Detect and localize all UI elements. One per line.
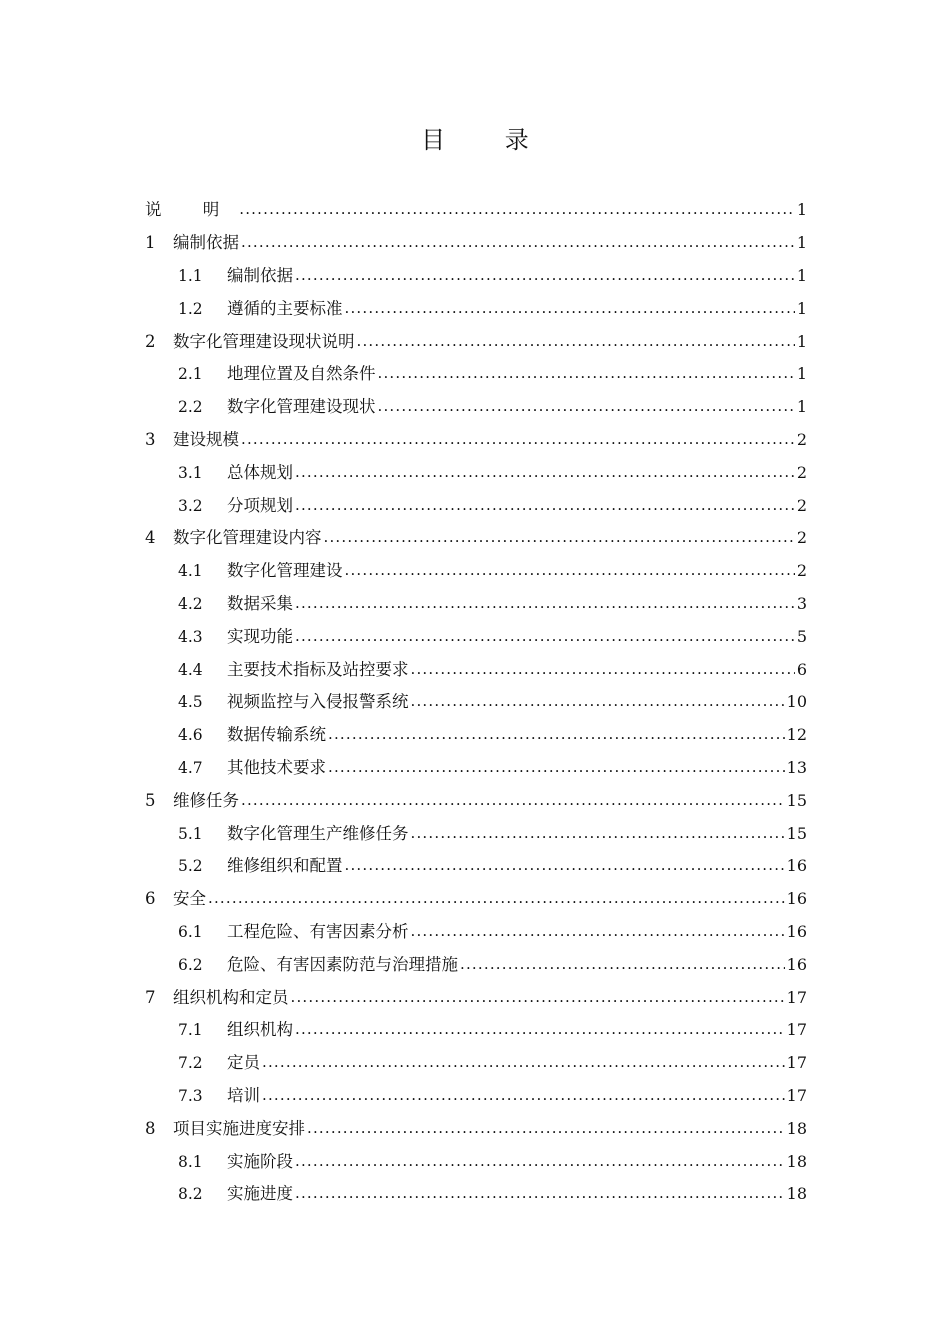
dot-leader [295,495,795,515]
toc-entry-number: 6.1 [178,922,203,941]
toc-entry-label: 项目实施进度安排 [173,1118,305,1138]
dot-leader [241,232,795,252]
toc-entry-page-number: 16 [786,954,807,974]
dot-leader [295,265,795,285]
toc-entry-number: 1 [145,233,156,253]
toc-entry-label: 其他技术要求 [227,757,326,777]
toc-entry-label: 定员 [227,1053,260,1073]
toc-entry[interactable] [145,489,807,522]
toc-entry-number: 6 [145,889,156,909]
toc-entry-label: 实施进度 [227,1184,293,1204]
dot-leader [295,1019,785,1039]
dot-leader [307,1118,785,1138]
toc-entry[interactable] [145,325,807,358]
toc-entry[interactable] [145,1014,807,1047]
toc-entry[interactable] [145,1178,807,1211]
dot-leader [295,626,795,646]
dot-leader [295,1183,785,1203]
toc-entry[interactable] [145,391,807,424]
toc-entry-number: 6.2 [178,955,203,974]
dot-leader [411,691,785,711]
toc-entry[interactable] [145,260,807,293]
toc-entry-page-number: 15 [786,823,807,843]
dot-leader [460,954,785,974]
toc-entry-number: 2.1 [178,365,203,384]
dot-leader [411,659,795,679]
dot-leader [357,331,795,351]
toc-entry-page-number: 3 [796,593,807,613]
table-of-contents [145,194,807,1211]
toc-entry-number: 1.2 [178,299,203,318]
toc-entry-label: 危险、有害因素防范与治理措施 [227,954,458,974]
toc-entry-number: 8.1 [178,1152,203,1171]
toc-entry[interactable] [145,719,807,752]
toc-entry-number: 2 [145,331,156,351]
dot-leader [295,462,795,482]
toc-entry-label: 数据采集 [227,593,293,613]
toc-entry-page-number: 10 [786,692,807,712]
toc-entry-page-number: 17 [786,1053,807,1073]
toc-entry-label: 数字化管理建设内容 [173,528,322,548]
toc-entry[interactable] [145,653,807,686]
toc-entry-page-number: 2 [796,462,807,482]
dot-leader [241,429,795,449]
toc-entry[interactable] [145,883,807,916]
toc-entry-number: 5.1 [178,824,203,843]
toc-entry-number: 8 [145,1118,156,1138]
toc-entry-page-number: 13 [786,757,807,777]
toc-entry[interactable] [145,1047,807,1080]
dot-leader [328,757,785,777]
toc-entry-label: 总体规划 [227,462,293,482]
toc-entry-label: 实现功能 [227,626,293,646]
toc-entry-number: 4.5 [178,693,203,712]
toc-entry-page-number: 16 [786,856,807,876]
toc-entry-page-number: 16 [786,921,807,941]
toc-entry[interactable] [145,358,807,391]
toc-entry[interactable] [145,620,807,653]
toc-entry-label: 数字化管理建设 [227,561,343,581]
toc-entry[interactable] [145,1112,807,1145]
dot-leader [241,790,785,810]
toc-entry-page-number: 18 [786,1184,807,1204]
toc-entry-label: 工程危险、有害因素分析 [227,921,409,941]
toc-entry-number: 3.2 [178,496,203,515]
dot-leader [411,921,785,941]
toc-entry-number: 4 [145,528,156,548]
toc-entry-page-number: 5 [796,626,807,646]
toc-entry-number: 7.2 [178,1054,203,1073]
toc-entry-number: 4.2 [178,594,203,613]
toc-entry-label: 编制依据 [173,233,239,253]
toc-entry-page-number: 1 [796,397,807,417]
dot-leader [345,298,795,318]
toc-entry-number: 5.2 [178,857,203,876]
toc-entry-page-number: 16 [786,889,807,909]
toc-entry[interactable] [145,916,807,949]
dot-leader [324,527,795,547]
toc-entry[interactable] [145,555,807,588]
page-title: 目 录 [421,126,555,154]
toc-entry-page-number: 6 [796,659,807,679]
dot-leader [262,1085,785,1105]
toc-entry-number: 1.1 [178,266,203,285]
toc-entry-page-number: 1 [796,298,807,318]
dot-leader [378,396,795,416]
dot-leader [291,987,785,1007]
dot-leader [328,724,785,744]
toc-entry[interactable] [145,424,807,457]
dot-leader [262,1052,785,1072]
toc-entry-page-number: 17 [786,1020,807,1040]
toc-entry[interactable] [145,981,807,1014]
toc-entry-page-number: 18 [786,1118,807,1138]
toc-entry[interactable] [145,1145,807,1178]
toc-entry-label: 遵循的主要标准 [227,298,343,318]
toc-entry-label: 实施阶段 [227,1151,293,1171]
toc-entry-page-number: 12 [786,725,807,745]
toc-entry[interactable] [145,784,807,817]
dot-leader [345,560,795,580]
toc-entry-number: 4.4 [178,660,203,679]
toc-entry[interactable] [145,522,807,555]
dot-leader [345,855,785,875]
toc-entry-page-number: 18 [786,1151,807,1171]
dot-leader [378,363,795,383]
toc-entry-page-number: 17 [786,1085,807,1105]
toc-entry-number: 3.1 [178,463,203,482]
toc-entry-label: 培训 [227,1085,260,1105]
dot-leader [411,823,785,843]
toc-entry-page-number: 1 [796,200,807,220]
toc-entry-number: 8.2 [178,1185,203,1204]
toc-entry[interactable] [145,227,807,260]
toc-entry-number: 7.1 [178,1021,203,1040]
toc-entry-number: 7.3 [178,1086,203,1105]
toc-entry[interactable] [145,686,807,719]
toc-entry-label: 组织机构和定员 [173,987,289,1007]
toc-entry-label: 维修组织和配置 [227,856,343,876]
toc-entry-number: 3 [145,429,156,449]
toc-entry-label: 地理位置及自然条件 [227,364,376,384]
toc-entry[interactable] [145,817,807,850]
toc-entry-number: 4.6 [178,726,203,745]
toc-entry-label: 数字化管理建设现状 [227,397,376,417]
toc-entry-page-number: 2 [796,528,807,548]
toc-entry-label: 数字化管理建设现状说明 [173,331,355,351]
toc-entry-label: 视频监控与入侵报警系统 [227,692,409,712]
toc-entry-label: 主要技术指标及站控要求 [227,659,409,679]
toc-entry-page-number: 1 [796,233,807,253]
toc-entry[interactable] [145,456,807,489]
dot-leader [295,1151,785,1171]
toc-entry-page-number: 1 [796,331,807,351]
toc-entry-number: 4.7 [178,758,203,777]
toc-entry[interactable] [145,752,807,785]
toc-entry-page-number: 2 [796,495,807,515]
toc-entry-label: 建设规模 [173,429,239,449]
toc-entry[interactable] [145,1080,807,1113]
dot-leader [239,199,795,219]
toc-entry-page-number: 15 [786,790,807,810]
toc-entry-number: 4.3 [178,627,203,646]
toc-entry-label: 分项规划 [227,495,293,515]
toc-entry-label: 维修任务 [173,790,239,810]
toc-entry-number: 5 [145,790,156,810]
dot-leader [295,593,795,613]
toc-entry-label: 数据传输系统 [227,725,326,745]
toc-entry-label: 编制依据 [227,265,293,285]
toc-entry-label: 说 明 [145,200,238,220]
toc-entry-page-number: 2 [796,429,807,449]
toc-entry[interactable] [145,948,807,981]
toc-entry-label: 数字化管理生产维修任务 [227,823,409,843]
toc-entry-label: 安全 [173,889,206,909]
toc-entry[interactable] [145,850,807,883]
toc-entry[interactable] [145,292,807,325]
toc-entry-label: 组织机构 [227,1020,293,1040]
toc-entry-page-number: 1 [796,265,807,285]
toc-entry-number: 7 [145,987,156,1007]
toc-entry-number: 2.2 [178,398,203,417]
toc-entry[interactable] [145,194,807,227]
toc-entry-page-number: 2 [796,561,807,581]
toc-entry[interactable] [145,588,807,621]
dot-leader [208,888,785,908]
toc-entry-page-number: 1 [796,364,807,384]
toc-entry-number: 4.1 [178,562,203,581]
toc-entry-page-number: 17 [786,987,807,1007]
